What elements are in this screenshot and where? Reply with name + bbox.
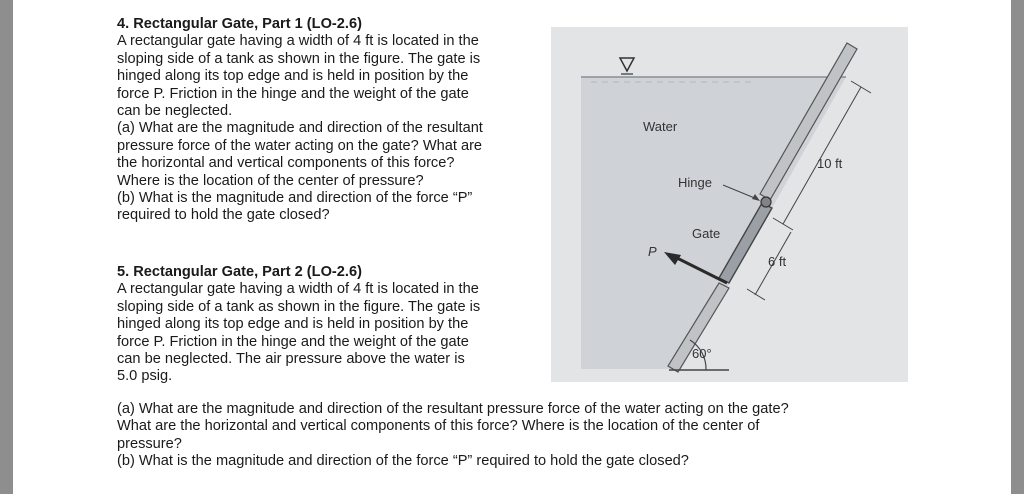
question-5-part-line: pressure? <box>117 435 182 452</box>
question-4 <box>117 16 547 225</box>
water-label: Water <box>643 119 678 134</box>
question-4-line: can be neglected. <box>117 103 233 120</box>
question-5-title: 5. Rectangular Gate, Part 2 (LO-2.6) <box>117 264 362 280</box>
question-4-title: 4. Rectangular Gate, Part 1 (LO-2.6) <box>117 16 362 32</box>
question-4-line: Where is the location of the center of pressure? <box>117 172 424 189</box>
question-5-line: hinged along its top edge and is held in position by the <box>117 316 469 333</box>
question-5 <box>117 264 547 386</box>
question-4-line: hinged along its top edge and is held in position by the <box>117 68 469 85</box>
question-5-part-line: (b) What is the magnitude and direction of the force “P” required to hold the gate closed? <box>117 453 689 470</box>
question-4-line: (b) What is the magnitude and direction of the force “P” <box>117 190 473 207</box>
question-5-line: can be neglected. The air pressure above the water is <box>117 351 465 368</box>
dim-top-label: 10 ft <box>817 156 843 171</box>
question-4-line: pressure force of the water acting on the gate? What are <box>117 137 483 154</box>
question-5-parts <box>117 401 907 471</box>
question-4-line: sloping side of a tank as shown in the figure. The gate is <box>117 50 481 67</box>
question-4-line: A rectangular gate having a width of 4 ft is located in the <box>117 33 479 50</box>
question-5-line: force P. Friction in the hinge and the weight of the gate <box>117 333 469 350</box>
force-label: P <box>648 244 657 259</box>
question-5-part-line: (a) What are the magnitude and direction of the resultant pressure force of the water acting on the gate? <box>117 401 789 417</box>
question-4-line: (a) What are the magnitude and direction of the resultant <box>117 120 483 137</box>
gate-diagram <box>551 27 908 382</box>
question-4-line: force P. Friction in the hinge and the weight of the gate <box>117 85 469 102</box>
question-5-line: A rectangular gate having a width of 4 ft is located in the <box>117 281 479 298</box>
question-4-line: the horizontal and vertical components of this force? <box>117 155 455 172</box>
dim-gate-label: 6 ft <box>768 254 787 269</box>
hinge-icon <box>761 197 771 207</box>
angle-label: 60° <box>692 346 712 361</box>
question-5-line: sloping side of a tank as shown in the figure. The gate is <box>117 298 481 315</box>
gate-figure <box>551 27 908 382</box>
gate-label: Gate <box>692 226 721 241</box>
question-5-part-line: What are the horizontal and vertical components of this force? Where is the location of the center of <box>117 418 760 435</box>
question-4-line: required to hold the gate closed? <box>117 207 330 224</box>
question-5-line: 5.0 psig. <box>117 368 173 385</box>
hinge-label: Hinge <box>678 175 712 190</box>
